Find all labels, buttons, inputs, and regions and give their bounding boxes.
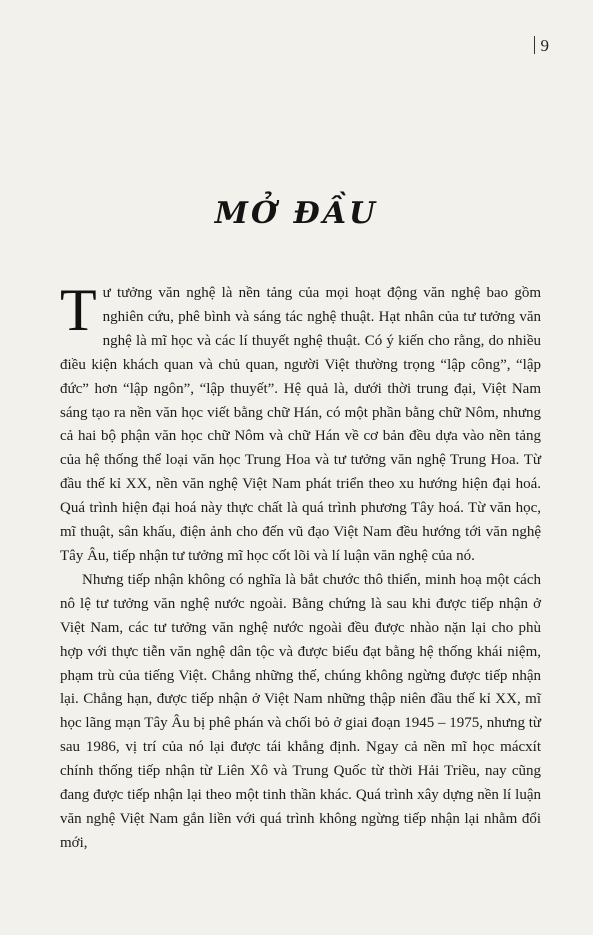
page-number-value: 9 — [540, 36, 549, 55]
body-text — [60, 277, 541, 856]
header-rule — [534, 36, 535, 54]
paragraph-1 — [60, 277, 541, 569]
drop-cap: T — [60, 277, 97, 343]
chapter-title: MỞ ĐẦU — [214, 196, 379, 231]
page-number — [534, 36, 550, 56]
paragraph-1-text: ư tưởng văn nghệ là nền tảng của mọi hoạt động văn nghệ bao gồm nghiên cứu, phê bình và sáng tác nghệ thuật. Hạt nhân của tư tưởng văn nghệ là mĩ học và các lí thuyết nghệ thuật. Có ý kiến cho rằng, do nhiều điều kiện khách quan và chủ quan, người Việt thường trọng “lập công”, “lập đức” hơn “lập ngôn”, “lập thuyết”. Hệ quả là, dưới thời trung đại, Việt Nam sáng tạo ra nền văn học viết bằng chữ Hán, có một phần bằng chữ Nôm, nhưng cả hai bộ phận văn học chữ Nôm và chữ Hán về cơ bản đều dựa vào nền tảng của hệ thống thể loại văn học Trung Hoa và tư tưởng văn nghệ Trung Hoa. Từ đầu thế kỉ XX, nền văn nghệ Việt Nam phát triển theo xu hướng hiện đại hoá. Quá trình hiện đại hoá này thực chất là quá trình phương Tây hoá. Từ văn học, mĩ thuật, sân khấu, điện ảnh cho đến vũ đạo Việt Nam đều hướng tới văn nghệ Tây Âu, tiếp nhận tư tưởng mĩ học cốt lõi và lí luận văn nghệ của nó. — [60, 285, 541, 564]
paragraph-2: Nhưng tiếp nhận không có nghĩa là bắt chước thô thiển, minh hoạ một cách nô lệ tư tưởng văn nghệ nước ngoài. Bằng chứng là sau khi được tiếp nhận ở Việt Nam, các tư tưởng văn nghệ nước ngoài đều được nhào nặn lại cho phù hợp với thực tiễn văn nghệ dân tộc và được biểu đạt bằng hệ thống khái niệm, phạm trù của tiếng Việt. Chẳng những thế, chúng không ngừng được tiếp nhận lại. Chẳng hạn, được tiếp nhận ở Việt Nam những thập niên đầu thế kỉ XX, mĩ học lãng mạn Tây Âu bị phê phán và chối bỏ ở giai đoạn 1945 – 1975, nhưng từ sau 1986, vị trí của nó lại được tái khẳng định. Ngay cả nền mĩ học mácxít chính thống tiếp nhận từ Liên Xô và Trung Quốc từ thời Hải Triều, nay cũng đang được tiếp nhận lại theo một tinh thần khác. Quá trình xây dựng nền lí luận văn nghệ Việt Nam gắn liền với quá trình không ngừng tiếp nhận lại nhằm đổi mới, — [60, 571, 541, 851]
